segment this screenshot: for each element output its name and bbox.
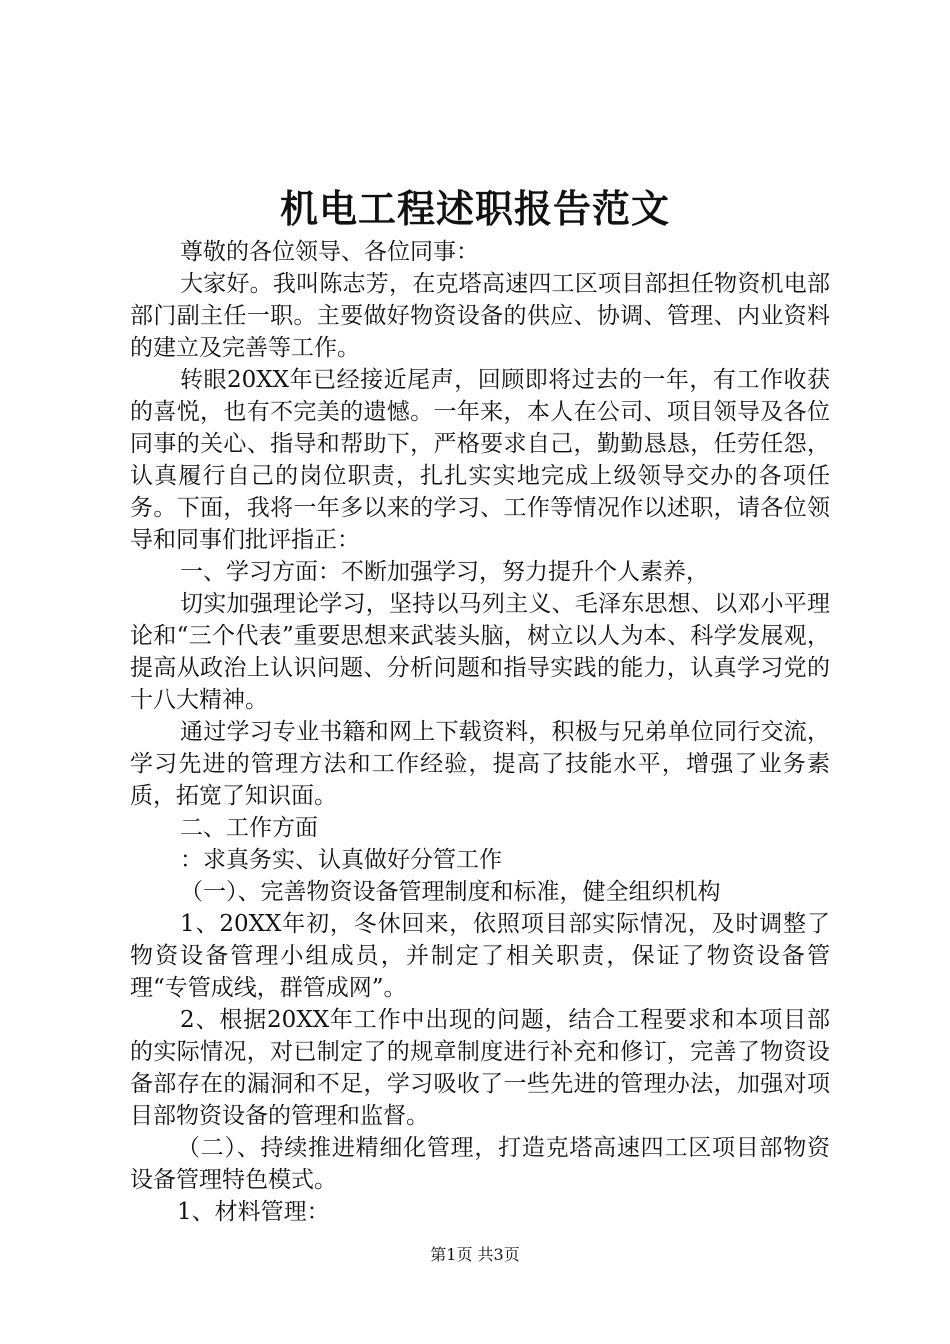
subsection-heading-2: （二）、持续推进精细化管理，打造克塔高速四工区项目部物资设备管理特色模式。 (130, 1135, 830, 1193)
document-title: 机电工程述职报告范文 (279, 186, 670, 231)
paragraph-theory: 切实加强理论学习，坚持以马列主义、毛泽东思想、以邓小平理论和“三个代表”重要思想来武装头脑，树立以人为本、科学发展观，提高从政治上认识问题、分析问题和指导实践的能力，认真学习党的十八大精神。 (130, 591, 830, 713)
paragraph-salutation: 尊敬的各位领导、各位同事： (180, 239, 479, 265)
document-body (130, 236, 830, 1228)
paragraph-professional-study: 通过学习专业书籍和网上下载资料，积极与兄弟单位同行交流，学习先进的管理方法和工作经验，提高了技能水平，增强了业务素质，拓宽了知识面。 (130, 719, 830, 809)
paragraph-item-1: 1、20XX年初，冬休回来，依照项目部实际情况，及时调整了物资设备管理小组成员，并制定了相关职责，保证了物资设备管理“专管成线，群管成网”。 (130, 911, 830, 1001)
paragraph-item-2: 2、根据20XX年工作中出现的问题，结合工程要求和本项目部的实际情况，对已制定了的规章制度进行补充和修订，完善了物资设备部存在的漏洞和不足，学习吸收了一些先进的管理办法，加强对项目部物资设备的管理和监督。 (130, 1007, 830, 1129)
subsection-heading-1: （一）、完善物资设备管理制度和标准，健全组织机构 (180, 879, 721, 905)
section-heading-study: 一、学习方面：不断加强学习，努力提升个人素养， (180, 559, 709, 585)
paragraph-review: 转眼20XX年已经接近尾声，回顾即将过去的一年，有工作收获的喜悦，也有不完美的遗憾。一年来，本人在公司、项目领导及各位同事的关心、指导和帮助下，严格要求自己，勤勤恳恳，任劳任怨，认真履行自己的岗位职责，扎扎实实地完成上级领导交办的各项任务。下面，我将一年多以来的学习、工作等情况作以述职，请各位领导和同事们批评指正： (130, 367, 830, 553)
page-footer: 第1页 共3页 (430, 1245, 520, 1264)
section-heading-work: 二、工作方面 (180, 815, 318, 841)
paragraph-intro: 大家好。我叫陈志芳，在克塔高速四工区项目部担任物资机电部部门副主任一职。主要做好物资设备的供应、协调、管理、内业资料的建立及完善等工作。 (130, 271, 830, 361)
paragraph-material-management: 1、材料管理： (177, 1199, 330, 1225)
section-subheading-work: ：求真务实、认真做好分管工作 (180, 847, 502, 873)
